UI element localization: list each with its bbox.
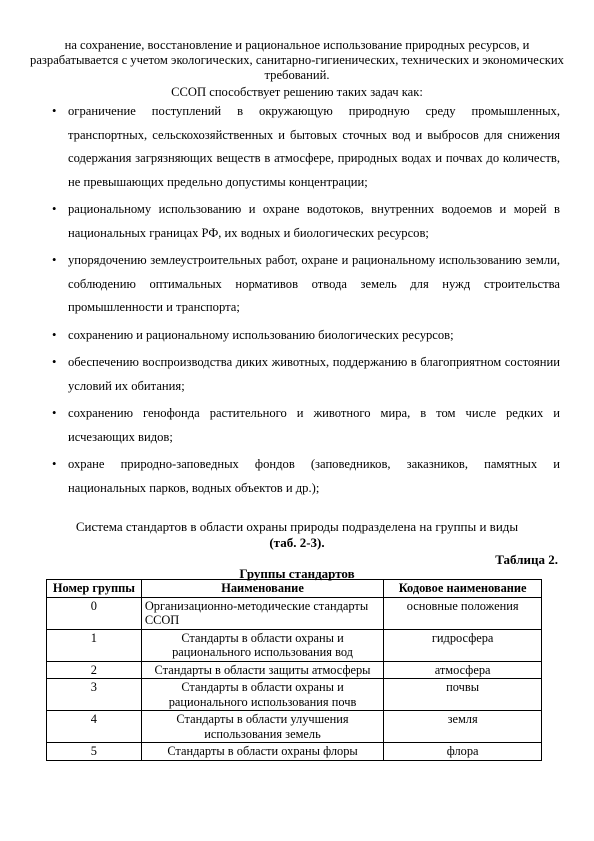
cell-code-name: почвы: [384, 679, 542, 711]
task-item: • сохранению и рациональному использованию биологических ресурсов;: [68, 324, 560, 348]
table-row: [47, 743, 542, 761]
cell-group-number: 2: [47, 661, 142, 679]
table-row: [47, 661, 542, 679]
cell-group-number: 0: [47, 597, 142, 629]
table-reference: (таб. 2-3).: [269, 535, 325, 550]
cell-group-number: 1: [47, 629, 142, 661]
cell-name: Организационно-методические стандарты ССОП: [141, 597, 383, 629]
cell-group-number: 4: [47, 711, 142, 743]
task-item: • ограничение поступлений в окружающую природную среду промышленных, транспортных, сельскохозяйственных и бытовых сточных вод и выбросов для снижения содержания загрязняющих веществ в атмосфере, природных водах и почвах до количеств, не превышающих предельно допустимы концентрации;: [68, 100, 560, 194]
cell-code-name: флора: [384, 743, 542, 761]
cell-code-name: земля: [384, 711, 542, 743]
cell-name: Стандарты в области охраны флоры: [141, 743, 383, 761]
table-row: [47, 629, 542, 661]
table-row: [47, 597, 542, 629]
intro-paragraph: на сохранение, восстановление и рациональное использование природных ресурсов, и разрабатывается с учетом экологических, санитарно-гигиенических, технических и экономических требований.: [30, 38, 564, 82]
task-item: • сохранению генофонда растительного и животного мира, в том числе редких и исчезающих видов;: [68, 402, 560, 449]
cell-name: Стандарты в области охраны и рационального использования вод: [141, 629, 383, 661]
table-header-row: [47, 580, 542, 598]
tasks-list: [68, 100, 560, 504]
task-item: • упорядочению землеустроительных работ, охране и рациональному использованию земли, соблюдению оптимальных нормативов отвода земель для нужд строительства промышленности и транспорта;: [68, 249, 560, 320]
cell-code-name: атмосфера: [384, 661, 542, 679]
cell-name: Стандарты в области охраны и рационального использования почв: [141, 679, 383, 711]
cell-name: Стандарты в области защиты атмосферы: [141, 661, 383, 679]
cell-group-number: 3: [47, 679, 142, 711]
task-item: • охране природно-заповедных фондов (заповедников, заказников, памятных и национальных парков, водных объектов и др.);: [68, 453, 560, 500]
task-item: • рациональному использованию и охране водотоков, внутренних водоемов и морей в национальных границах РФ, их водных и биологических ресурсов;: [68, 198, 560, 245]
header-group-number: Номер группы: [47, 580, 142, 598]
table-row: [47, 711, 542, 743]
task-item: • обеспечению воспроизводства диких животных, поддержанию в благоприятном состоянии условий их обитания;: [68, 351, 560, 398]
header-name: Наименование: [141, 580, 383, 598]
system-text: Система стандартов в области охраны природы подразделена на группы и виды: [75, 519, 519, 534]
table-row: [47, 679, 542, 711]
table-number: Таблица 2.: [495, 552, 558, 567]
cell-code-name: гидросфера: [384, 629, 542, 661]
standards-groups-table: [46, 579, 542, 761]
cell-group-number: 5: [47, 743, 142, 761]
system-paragraph: [30, 519, 564, 551]
tasks-heading: ССОП способствует решению таких задач как:: [171, 85, 423, 99]
cell-code-name: основные положения: [384, 597, 542, 629]
table-title: Группы стандартов: [239, 566, 355, 581]
header-code-name: Кодовое наименование: [384, 580, 542, 598]
cell-name: Стандарты в области улучшения использования земель: [141, 711, 383, 743]
